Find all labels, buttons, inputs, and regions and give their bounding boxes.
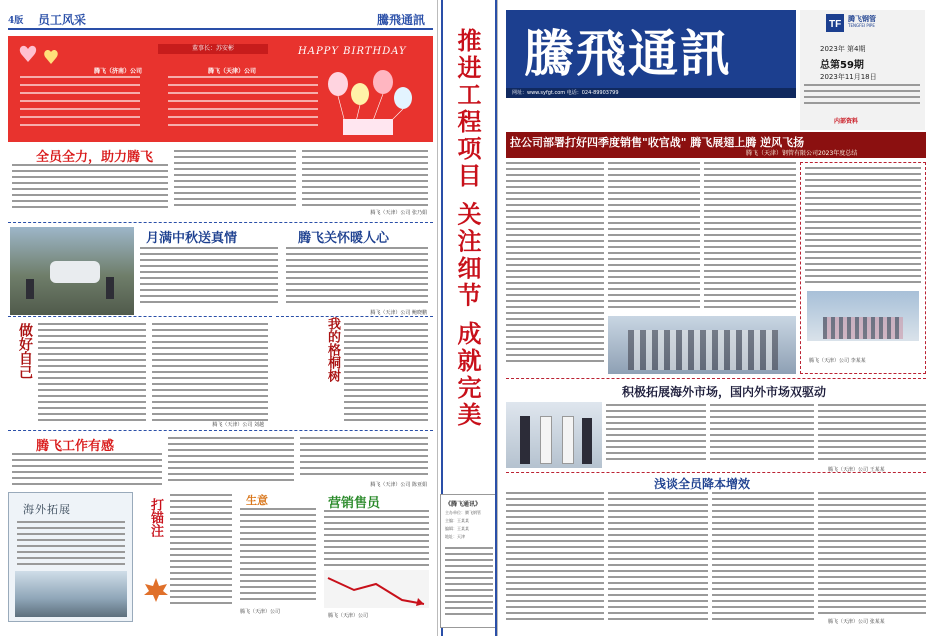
article6-byline: 腾飞（天津）公司 — [240, 609, 281, 615]
tf-logo-icon — [826, 14, 844, 32]
maple-leaf-icon — [142, 576, 170, 604]
sales-chart-graphic — [324, 570, 429, 608]
small-masthead: 騰飛通訊 — [376, 13, 425, 27]
byline-section2: 腾飞（天津）公司 王某某 — [828, 467, 885, 473]
article-overseas-box — [8, 492, 133, 622]
lead-col3 — [704, 162, 796, 312]
article7-byline: 腾飞（天津）公司 — [328, 613, 369, 619]
section2-col2 — [710, 404, 814, 464]
footer-box-line-4: 地址：天津 — [445, 534, 465, 539]
center-slogan: 推进工程项目 关注细节 成就完美 — [453, 28, 482, 429]
section3-col2 — [608, 492, 708, 624]
section2-heading-bar — [506, 378, 926, 400]
article1-col1 — [12, 164, 168, 210]
article-mid-autumn — [8, 222, 433, 318]
article1-col3 — [302, 150, 428, 206]
birthday-box2-title: 腾飞（天津）公司 — [208, 68, 257, 75]
byline-section3: 腾飞（天津）公司 张某某 — [828, 619, 885, 625]
birthday-names-left — [20, 76, 140, 132]
article6-subtitle: 生意 — [246, 494, 268, 507]
masthead-block — [506, 10, 796, 98]
masthead-contact: 网址：www.syfgt.com 电话：024-89903799 — [506, 88, 796, 98]
photo-mid-autumn — [10, 227, 134, 315]
photo-expo — [506, 402, 602, 468]
article1-title: 全员全力，助力腾飞 — [36, 150, 154, 165]
issue-date: 2023年11月18日 — [820, 73, 877, 81]
article-tree — [276, 316, 433, 428]
article6-col2 — [240, 508, 316, 604]
article2-col1 — [140, 247, 278, 307]
internal-label: 内部资料 — [834, 118, 859, 125]
byline-sidebar: 腾飞（天津）公司 李某某 — [809, 358, 866, 364]
article6-vertical-title: 打锚注 — [148, 498, 163, 537]
birthday-headline: HAPPY BIRTHDAY — [298, 46, 407, 57]
headline-text: 拉公司部署打好四季度销售"收官战" 腾飞展翅上腾 逆风飞扬 — [510, 136, 805, 149]
article-business — [136, 492, 234, 622]
article-do-yourself — [8, 316, 272, 428]
article2-byline: 腾飞（天津）公司 鲍晓鹏 — [370, 310, 427, 316]
article2-title-b: 腾飞关怀暖人心 — [298, 231, 390, 246]
footer-box-line-1: 主办单位：腾飞钢管 — [445, 510, 481, 515]
footer-box-text — [445, 547, 493, 617]
section3-col4 — [818, 492, 926, 616]
issue-info-panel — [800, 10, 925, 130]
article4-title: 我的格桐树 — [325, 317, 340, 382]
headline-subtext: 腾飞（天津）钢管有限公司2023年度总结 — [746, 150, 858, 157]
article5-col2 — [168, 437, 294, 483]
sidebar-box — [800, 162, 926, 374]
article3-title: 做好自己 — [17, 323, 33, 379]
article5-col1 — [12, 453, 162, 487]
article3-col2 — [152, 323, 268, 421]
section3-heading-bar — [506, 472, 926, 490]
article3-col1 — [38, 323, 146, 421]
article3-byline: 腾飞（天津）公司 刘越 — [212, 422, 264, 428]
article5-byline: 腾飞（天津）公司 陈亚娟 — [370, 482, 427, 488]
section3-col3 — [712, 492, 814, 624]
section3-col1 — [506, 492, 604, 624]
headline-banner — [506, 132, 926, 158]
article5-col3 — [300, 437, 428, 477]
photo-landscape — [15, 571, 127, 617]
chairman-label: 董事长：苏安彬 — [158, 44, 268, 54]
section2-col3 — [818, 404, 926, 464]
section2-title: 积极拓展海外市场，国内外市场双驱动 — [622, 385, 827, 399]
center-divider-right — [495, 0, 497, 636]
footer-box-line-2: 主编：王某某 — [445, 518, 469, 523]
year-issue: 2023年 第4期 — [820, 45, 866, 53]
photo-award-ceremony — [608, 316, 796, 374]
article-full-effort — [8, 146, 433, 220]
section3-title: 浅谈全员降本增效 — [654, 477, 751, 491]
logo-subtext: TENGFEI PIPE — [848, 23, 875, 28]
section-title: 员工风采 — [38, 13, 87, 27]
right-page — [497, 0, 930, 636]
heart-balloons-icon — [12, 40, 72, 70]
birthday-box1-title: 腾飞（济南）公司 — [94, 68, 143, 75]
article5-title: 腾飞工作有感 — [36, 439, 115, 454]
birthday-banner — [8, 36, 433, 142]
birthday-names-right — [168, 76, 318, 132]
balloons-illustration — [308, 64, 428, 140]
logo-text: 腾飞钢管 — [848, 15, 876, 23]
article-shengyi — [236, 492, 318, 622]
lead-col1 — [506, 162, 604, 362]
masthead-title: 騰飛通訊 — [524, 24, 732, 83]
article6-poem — [17, 521, 125, 567]
article-sales — [320, 492, 433, 622]
article2-col2 — [286, 247, 428, 307]
article2-title-a: 月满中秋送真情 — [146, 231, 238, 246]
issue-editors — [804, 84, 920, 106]
total-issue: 总第59期 — [820, 60, 864, 71]
article6-body — [170, 494, 232, 604]
lead-col2 — [608, 162, 700, 312]
article6-title: 海外拓展 — [23, 503, 71, 516]
page-number: 4版 — [8, 16, 24, 26]
article1-byline: 腾飞（天津）公司 张乃娟 — [370, 210, 427, 216]
article7-title: 营销售员 — [328, 496, 381, 511]
footer-box-line-3: 编辑：王某某 — [445, 526, 469, 531]
left-page — [0, 0, 438, 636]
article4-body — [344, 323, 428, 421]
sidebar-text — [805, 167, 921, 287]
footer-box-title: 《腾飞通讯》 — [445, 501, 482, 508]
article1-col2 — [174, 150, 296, 210]
left-page-header — [8, 10, 433, 30]
article-work-feeling — [8, 430, 433, 490]
section2-col1 — [606, 404, 706, 464]
article7-body — [324, 510, 429, 568]
masthead-info-box — [440, 494, 496, 628]
photo-event-hall — [807, 291, 919, 341]
svg-text:TF: TF — [829, 19, 842, 30]
